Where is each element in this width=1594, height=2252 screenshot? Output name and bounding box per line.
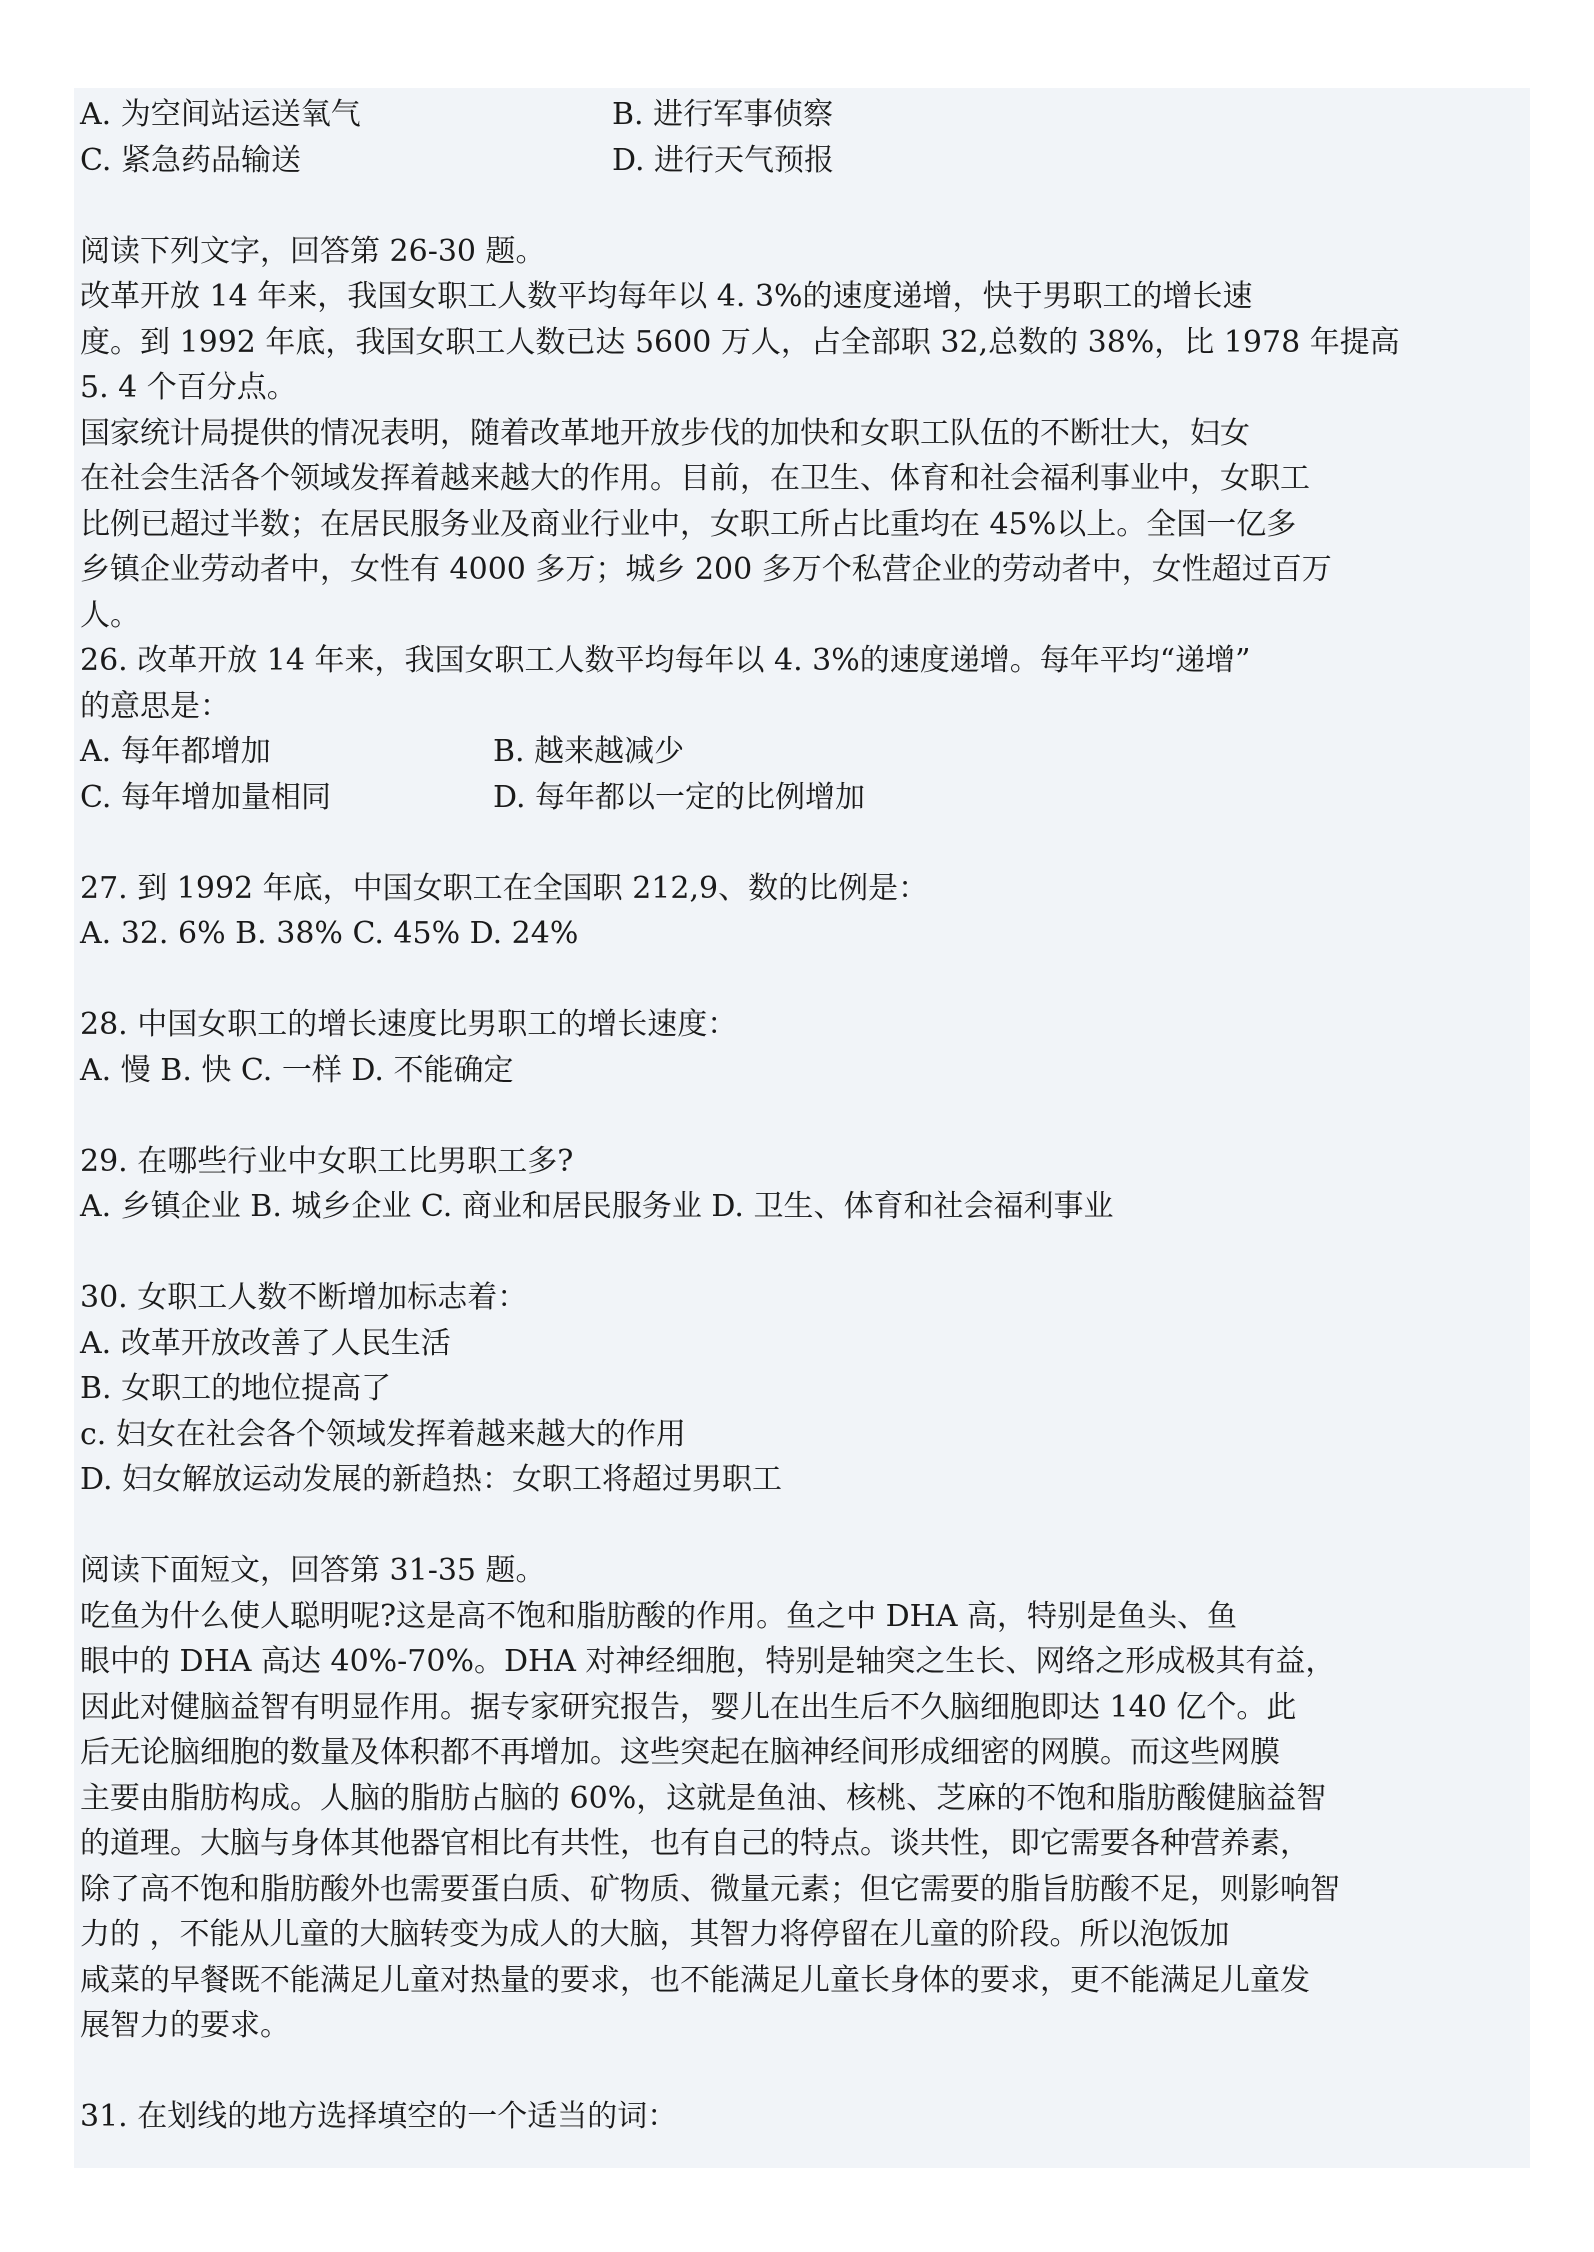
passage1-line: 改革开放 14 年来，我国女职工人数平均每年以 4. 3%的速度递增，快于男职工的增长速 <box>80 279 1253 314</box>
q29-stem: 29. 在哪些行业中女职工比男职工多? <box>80 1143 574 1179</box>
passage2-line: 力的 ，不能从儿童的大脑转变为成人的大脑，其智力将停留在儿童的阶段。所以泡饭加 <box>80 1917 1230 1952</box>
passage2-line: 主要由脂肪构成。人脑的脂肪占脑的 60%，这就是鱼油、核桃、芝麻的不饱和脂肪酸健脑益智 <box>80 1780 1327 1816</box>
q25-option-c: C. 紧急药品输送 <box>80 142 301 178</box>
passage2-line: 因此对健脑益智有明显作用。据专家研究报告，婴儿在出生后不久脑细胞即达 140 亿个。此 <box>80 1689 1297 1725</box>
q30-stem: 30. 女职工人数不断增加标志着： <box>80 1280 528 1315</box>
passage1-line: 度。到 1992 年底，我国女职工人数已达 5600 万人，占全部职 32,总数的 38%，比 1978 年提高 <box>80 324 1400 360</box>
q27-options: A. 32. 6% B. 38% C. 45% D. 24% <box>80 916 579 951</box>
q26-options-row-1 <box>80 729 1520 775</box>
q30-option-c: c. 妇女在社会各个领域发挥着越来越大的作用 <box>80 1416 686 1452</box>
q29-options: A. 乡镇企业 B. 城乡企业 C. 商业和居民服务业 D. 卫生、体育和社会福利事业 <box>80 1189 1114 1224</box>
passage2-intro: 阅读下面短文，回答第 31-35 题。 <box>80 1553 546 1588</box>
q26-option-b: B. 越来越减少 <box>493 734 685 769</box>
q26-option-d: D. 每年都以一定的比例增加 <box>493 779 866 815</box>
q28-stem: 28. 中国女职工的增长速度比男职工的增长速度： <box>80 1007 738 1042</box>
passage1-line: 在社会生活各个领域发挥着越来越大的作用。目前，在卫生、体育和社会福利事业中，女职工 <box>80 461 1310 496</box>
q25-option-d: D. 进行天气预报 <box>612 142 835 178</box>
passage2-line: 后无论脑细胞的数量及体积都不再增加。这些突起在脑神经间形成细密的网膜。而这些网膜 <box>80 1735 1280 1770</box>
passage1-line: 国家统计局提供的情况表明，随着改革地开放步伐的加快和女职工队伍的不断壮大，妇女 <box>80 415 1250 451</box>
passage2-line: 咸菜的早餐既不能满足儿童对热量的要求，也不能满足儿童长身体的要求，更不能满足儿童发 <box>80 1962 1310 1998</box>
q25-option-b: B. 进行军事侦察 <box>612 97 834 132</box>
q25-options-row-1 <box>80 92 1520 138</box>
q31-stem: 31. 在划线的地方选择填空的一个适当的词： <box>80 2099 678 2134</box>
passage1-line: 比例已超过半数；在居民服务业及商业行业中，女职工所占比重均在 45%以上。全国一亿多 <box>80 506 1297 542</box>
q26-options-row-2 <box>80 775 1520 821</box>
q26-stem: 26. 改革开放 14 年来，我国女职工人数平均每年以 4. 3%的速度递增。每年平均“递增” <box>80 643 1251 678</box>
passage2-line: 吃鱼为什么使人聪明呢?这是高不饱和脂肪酸的作用。鱼之中 DHA 高，特别是鱼头、鱼 <box>80 1598 1238 1634</box>
passage2-line: 的道理。大脑与身体其他器官相比有共性，也有自己的特点。谈共性，即它需要各种营养素， <box>80 1826 1310 1861</box>
document-body <box>80 92 1520 2140</box>
passage2-line: 眼中的 DHA 高达 40%-70%。DHA 对神经细胞，特别是轴突之生长、网络之形成极其有益， <box>80 1644 1336 1679</box>
q26-stem-cont: 的意思是： <box>80 688 230 724</box>
passage1-line: 乡镇企业劳动者中，女性有 4000 多万；城乡 200 多万个私营企业的劳动者中，女性超过百万 <box>80 552 1332 587</box>
q30-option-d: D. 妇女解放运动发展的新趋热：女职工将超过男职工 <box>80 1462 783 1497</box>
q26-option-a: A. 每年都增加 <box>80 734 271 769</box>
passage2-line: 除了高不饱和脂肪酸外也需要蛋白质、矿物质、微量元素；但它需要的脂旨肪酸不足，则影响智 <box>80 1871 1340 1907</box>
passage2-line: 展智力的要求。 <box>80 2008 290 2043</box>
passage1-line: 5. 4 个百分点。 <box>80 370 297 405</box>
q30-option-a: A. 改革开放改善了人民生活 <box>80 1325 451 1361</box>
passage1-intro: 阅读下列文字，回答第 26-30 题。 <box>80 233 546 269</box>
passage1-line: 人。 <box>80 597 140 633</box>
q26-option-c: C. 每年增加量相同 <box>80 779 331 815</box>
q28-options: A. 慢 B. 快 C. 一样 D. 不能确定 <box>80 1052 514 1088</box>
q30-option-b: B. 女职工的地位提高了 <box>80 1371 392 1406</box>
q25-option-a: A. 为空间站运送氧气 <box>80 97 361 132</box>
q25-options-row-2 <box>80 138 1520 184</box>
q27-stem: 27. 到 1992 年底，中国女职工在全国职 212,9、数的比例是： <box>80 870 929 906</box>
